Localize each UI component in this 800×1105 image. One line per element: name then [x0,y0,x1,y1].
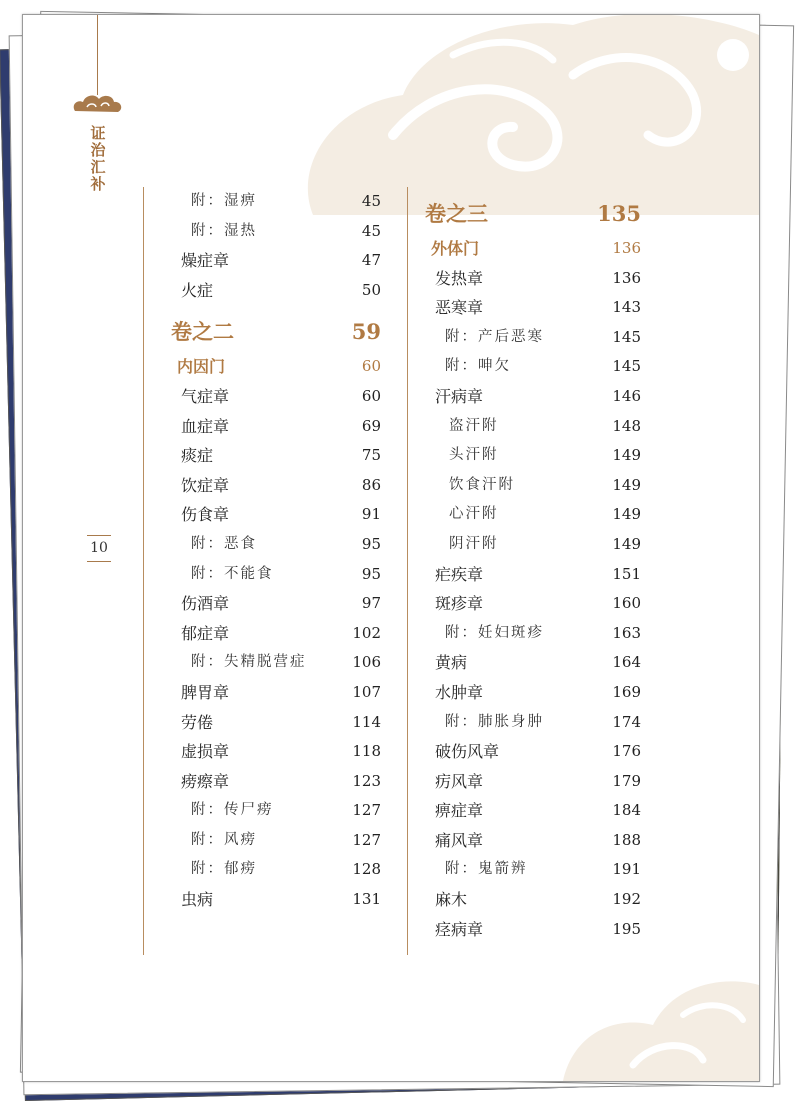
toc-entry-title: 饮症章 [181,475,230,495]
toc-entry-title: 附：鬼箭辨 [445,861,528,878]
toc-entry-title: 痹症章 [435,801,484,821]
toc-entry[interactable] [431,619,641,649]
toc-entry[interactable] [177,589,381,619]
toc-entry[interactable] [177,217,381,247]
toc-entry-page: 69 [361,416,381,435]
toc-entry-page: 179 [612,771,641,790]
toc-entry[interactable] [431,560,641,590]
page-number: 10 [90,540,108,556]
toc-entry-title: 附：肺胀身肿 [445,713,544,730]
toc-entry[interactable] [431,885,641,915]
toc-entry[interactable] [431,323,641,353]
toc-entry[interactable] [177,648,381,678]
toc-entry-title: 虫病 [181,890,214,910]
toc-entry-page: 191 [612,860,641,879]
toc-entry[interactable] [177,276,381,306]
toc-entry-title: 疠风章 [435,771,484,791]
toc-entry-page: 192 [612,890,641,909]
toc-entry[interactable] [431,500,641,530]
toc-entry[interactable] [431,589,641,619]
toc-entry-title: 附：湿热 [191,222,257,239]
page-number-rule-top [87,535,111,536]
toc-entry-title: 附：妊妇斑疹 [445,624,544,641]
toc-entry-title: 痛风章 [435,830,484,850]
book-title-char: 治 [90,141,106,159]
toc-volume-heading[interactable] [171,311,381,352]
toc-entry-page: 163 [612,623,641,642]
toc-entry[interactable] [431,471,641,501]
toc-entry[interactable] [431,648,641,678]
toc-entry-page: 97 [361,594,381,613]
toc-entry[interactable] [431,678,641,708]
toc-entry[interactable] [431,915,641,945]
toc-entry-title: 附：恶食 [191,535,257,552]
toc-entry-page: 107 [352,682,381,701]
cloud-emblem-icon [71,93,123,115]
toc-entry[interactable] [177,500,381,530]
toc-entry[interactable] [431,708,641,738]
toc-entry[interactable] [177,678,381,708]
toc-entry-page: 145 [612,357,641,376]
toc-section-heading[interactable] [177,352,381,382]
toc-entry-page: 176 [612,742,641,761]
toc-entry-page: 184 [612,801,641,820]
toc-entry-page: 149 [612,505,641,524]
toc-entry-page: 149 [612,534,641,553]
toc-entry[interactable] [431,737,641,767]
toc-entry-title: 脾胃章 [181,682,230,702]
toc-entry[interactable] [177,767,381,797]
toc-entry-title: 附：呻欠 [445,358,511,375]
toc-entry-title: 内因门 [177,357,226,377]
toc-entry[interactable] [177,530,381,560]
toc-entry-page: 143 [612,298,641,317]
toc-entry-page: 59 [351,319,381,345]
toc-entry-title: 郁症章 [181,623,230,643]
book-title-char: 补 [90,175,106,193]
book-title-char: 汇 [90,158,106,176]
toc-left-column [171,187,381,915]
toc-entry[interactable] [431,352,641,382]
toc-entry-page: 146 [612,386,641,405]
toc-entry-page: 169 [612,682,641,701]
toc-entry-title: 气症章 [181,386,230,406]
toc-entry[interactable] [431,441,641,471]
book-title-vertical [85,125,111,193]
toc-entry-page: 127 [352,830,381,849]
toc-entry-title: 麻木 [435,890,468,910]
toc-entry-title: 盗汗附 [449,417,499,434]
toc-entry[interactable] [177,855,381,885]
toc-entry-page: 174 [612,712,641,731]
toc-entry-page: 123 [352,771,381,790]
toc-entry[interactable] [177,441,381,471]
toc-entry-title: 阴汗附 [449,535,499,552]
toc-entry[interactable] [177,471,381,501]
toc-entry-page: 91 [361,505,381,524]
toc-entry-title: 附：失精脱营症 [191,654,307,671]
toc-entry-title: 恶寒章 [435,298,484,318]
toc-entry-page: 75 [361,446,381,465]
toc-entry-title: 黄病 [435,653,468,673]
toc-entry-title: 痉病章 [435,919,484,939]
toc-entry[interactable] [177,708,381,738]
toc-entry-title: 伤酒章 [181,594,230,614]
toc-entry-title: 心汗附 [449,506,499,523]
toc-entry-title: 水肿章 [435,682,484,702]
toc-entry-title: 劳倦 [181,712,214,732]
toc-entry-page: 149 [612,446,641,465]
toc-entry[interactable] [177,796,381,826]
toc-entry-page: 160 [612,594,641,613]
toc-entry-title: 附：不能食 [191,565,274,582]
toc-entry-page: 148 [612,416,641,435]
toc-entry-title: 附：产后恶寒 [445,328,544,345]
toc-entry-title: 斑疹章 [435,594,484,614]
toc-entry-title: 虚损章 [181,742,230,762]
toc-entry[interactable] [177,382,381,412]
toc-entry-page: 127 [352,801,381,820]
hanging-line [97,15,98,95]
toc-entry[interactable] [177,737,381,767]
toc-entry-page: 95 [361,564,381,583]
toc-entry[interactable] [177,412,381,442]
toc-entry-page: 95 [361,534,381,553]
center-column-rule [407,187,408,955]
toc-entry[interactable] [177,826,381,856]
toc-entry-title: 汗病章 [435,386,484,406]
toc-entry-page: 135 [597,201,641,226]
toc-entry-page: 136 [612,239,641,257]
toc-entry-page: 188 [612,830,641,849]
toc-entry[interactable] [431,293,641,323]
toc-entry-page: 45 [361,221,381,240]
toc-entry[interactable] [177,619,381,649]
toc-entry-page: 164 [612,653,641,672]
toc-entry-title: 发热章 [435,268,484,288]
cloud-ornament-top [273,15,759,215]
toc-entry-page: 60 [361,386,381,405]
toc-entry[interactable] [431,412,641,442]
toc-entry-title: 卷之二 [171,319,234,345]
toc-entry-page: 145 [612,327,641,346]
toc-entry[interactable] [431,264,641,294]
toc-volume-heading[interactable] [425,193,641,234]
toc-entry[interactable] [177,560,381,590]
toc-entry-page: 47 [361,251,381,270]
toc-entry[interactable] [431,530,641,560]
toc-entry-page: 102 [352,623,381,642]
left-column-rule [143,187,144,955]
toc-entry-title: 燥症章 [181,251,230,271]
toc-entry-title: 痨瘵章 [181,771,230,791]
toc-entry-page: 131 [352,890,381,909]
toc-entry[interactable] [431,382,641,412]
toc-entry-page: 60 [361,357,381,376]
toc-entry-page: 114 [352,712,381,731]
toc-entry[interactable] [431,855,641,885]
toc-entry[interactable] [177,246,381,276]
toc-entry-title: 血症章 [181,416,230,436]
toc-entry[interactable] [177,187,381,217]
toc-entry-title: 头汗附 [449,447,499,464]
toc-entry[interactable] [431,796,641,826]
toc-entry-page: 50 [361,280,381,299]
toc-entry-title: 附：风痨 [191,831,257,848]
toc-entry-page: 118 [352,742,381,761]
toc-entry[interactable] [177,885,381,915]
toc-entry-title: 痰症 [181,446,214,466]
toc-page [22,14,760,1082]
toc-entry-title: 外体门 [431,239,480,258]
toc-entry-title: 火症 [181,280,214,300]
toc-right-column [425,187,641,944]
toc-entry-title: 附：湿痹 [191,193,257,209]
toc-entry[interactable] [431,767,641,797]
toc-entry-page: 128 [352,860,381,879]
toc-entry-title: 卷之三 [425,201,488,226]
toc-entry-page: 149 [612,475,641,494]
toc-entry-title: 附：郁痨 [191,861,257,878]
cloud-ornament-bottom [563,955,759,1081]
toc-entry-title: 破伤风章 [435,742,500,762]
toc-entry[interactable] [431,826,641,856]
toc-entry-page: 136 [612,268,641,287]
toc-entry-title: 疟疾章 [435,564,484,584]
toc-entry-title: 饮食汗附 [449,476,515,493]
toc-entry-page: 106 [352,653,381,672]
toc-entry-title: 附：传尸痨 [191,802,274,819]
toc-entry-page: 45 [361,192,381,210]
book-title-char: 证 [90,124,106,142]
toc-entry-page: 195 [612,919,641,938]
toc-entry-page: 151 [612,564,641,583]
toc-section-heading[interactable] [431,234,641,264]
toc-entry-page: 86 [361,475,381,494]
page-number-rule-bottom [87,561,111,562]
toc-entry-title: 伤食章 [181,505,230,525]
